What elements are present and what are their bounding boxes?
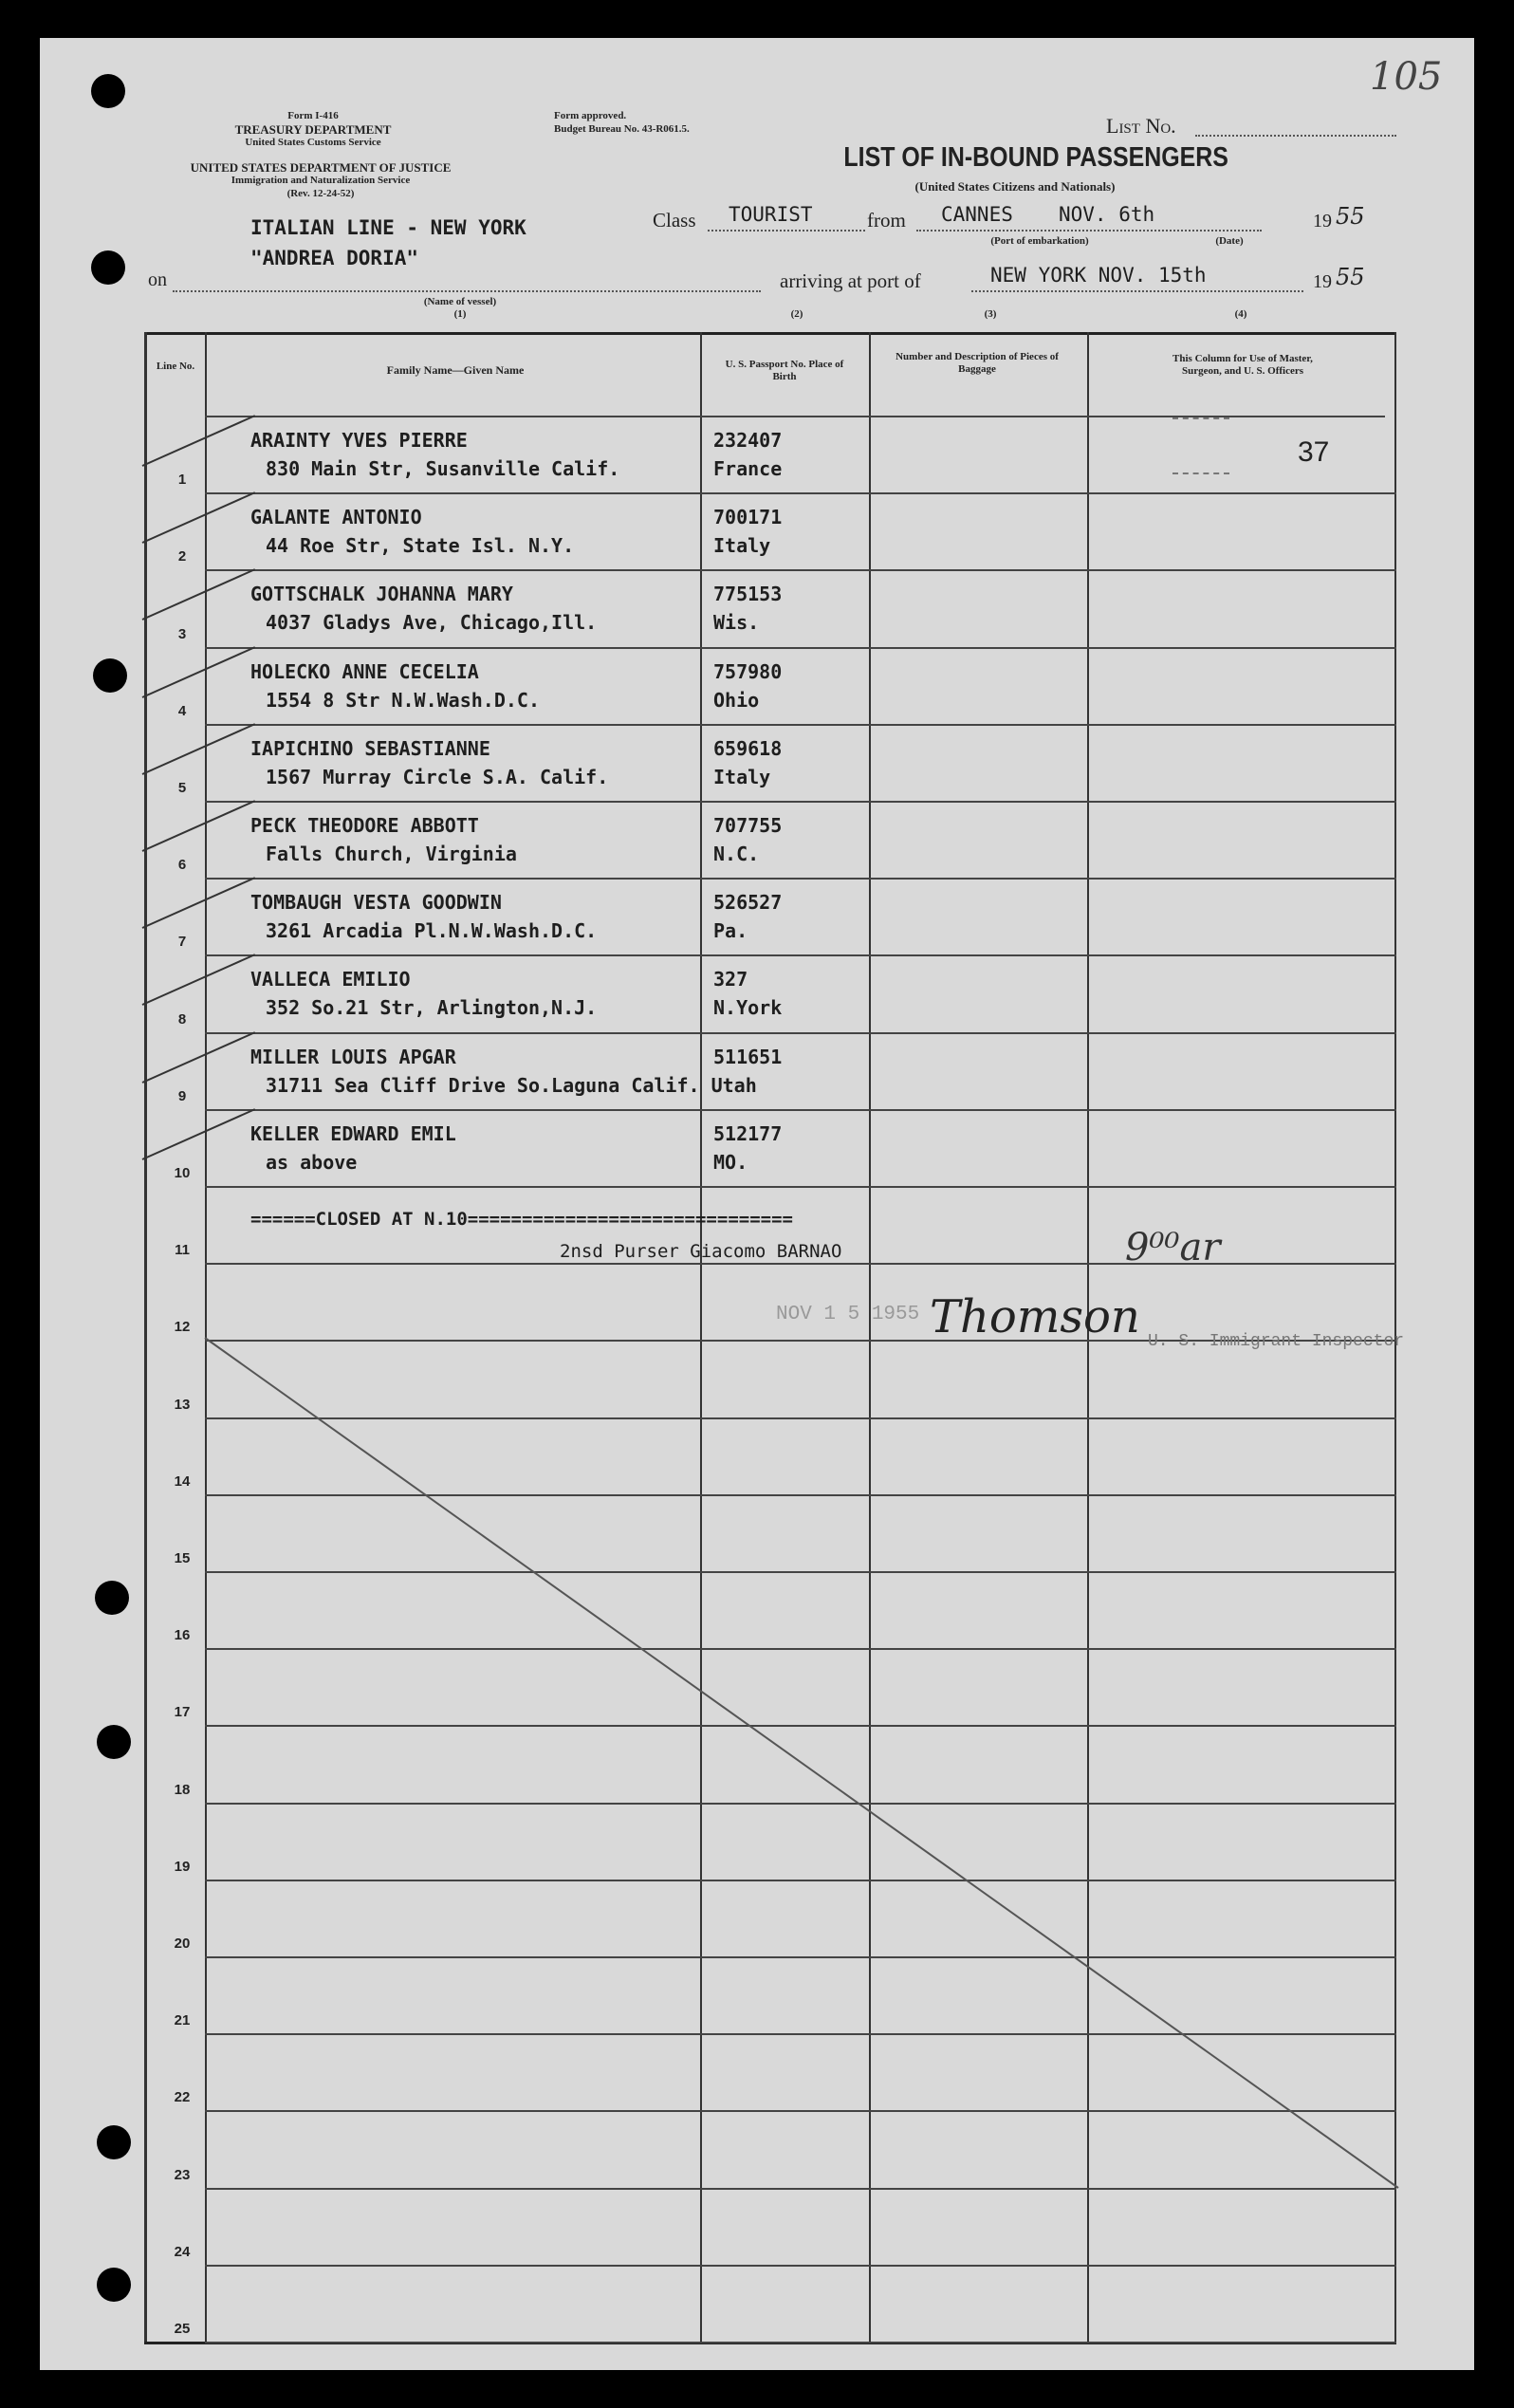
passenger-name: PECK THEODORE ABBOTT <box>250 814 479 837</box>
arrival-year-value: 55 <box>1336 264 1365 290</box>
line-number: 23 <box>174 2167 191 2183</box>
initials: 9⁰⁰ar <box>1125 1226 1221 1269</box>
passport-number: 526527 <box>713 891 783 914</box>
arriving-label: arriving at port of <box>780 269 921 292</box>
line-number: 24 <box>174 2244 191 2260</box>
birthplace: France <box>713 457 783 480</box>
passenger-name: ARAINTY YVES PIERRE <box>250 429 468 452</box>
line-number: 5 <box>177 780 187 796</box>
year-value: 55 <box>1336 203 1365 230</box>
inspector-signature: Thomson <box>930 1290 1140 1343</box>
col-num-3: (3) <box>984 308 997 320</box>
passenger-address: 1554 8 Str N.W.Wash.D.C. <box>266 689 540 712</box>
from-label: from <box>867 209 906 232</box>
birthplace: MO. <box>713 1151 748 1174</box>
passenger-address: Falls Church, Virginia <box>266 843 517 865</box>
line-name: ITALIAN LINE - NEW YORK <box>250 216 526 239</box>
port-caption: (Port of embarkation) <box>990 235 1089 247</box>
col-header-line-no: Line No. <box>156 361 195 372</box>
passenger-name: MILLER LOUIS APGAR <box>250 1046 456 1068</box>
class-value: TOURIST <box>729 203 813 226</box>
line-number: 16 <box>174 1627 191 1643</box>
passenger-address: 830 Main Str, Susanville Calif. <box>266 457 620 480</box>
on-label: on <box>148 269 167 290</box>
passport-number: 659618 <box>713 737 783 760</box>
form-title: LIST OF IN-BOUND PASSENGERS <box>843 142 1228 173</box>
passenger-address: 4037 Gladys Ave, Chicago,Ill. <box>266 611 598 634</box>
col-header-passport: U. S. Passport No. Place of Birth <box>725 359 844 382</box>
line-number: 21 <box>174 2012 191 2028</box>
line-number: 13 <box>174 1397 191 1413</box>
line-number: 18 <box>174 1782 191 1798</box>
justice-dept: UNITED STATES DEPARTMENT OF JUSTICE <box>190 160 452 175</box>
form-number: Form I-416 <box>287 110 339 121</box>
inspector-title: U. S. Immigrant Inspector <box>1148 1332 1405 1351</box>
customs-service: United States Customs Service <box>245 137 381 148</box>
line-number: 12 <box>174 1319 191 1335</box>
treasury-dept: TREASURY DEPARTMENT <box>234 122 392 137</box>
embark-date: NOV. 6th <box>1059 203 1155 226</box>
line-number: 14 <box>174 1473 191 1490</box>
passenger-name: IAPICHINO SEBASTIANNE <box>250 737 490 760</box>
birthplace: Ohio <box>713 689 760 712</box>
form-subtitle: (United States Citizens and Nationals) <box>914 179 1116 194</box>
embark-port: CANNES <box>941 203 1013 226</box>
line-number: 3 <box>177 626 187 642</box>
date-stamp: NOV 1 5 1955 <box>776 1304 920 1325</box>
arrival-year-prefix: 19 <box>1313 271 1332 292</box>
passport-number: 775153 <box>713 583 783 605</box>
birthplace: N.C. <box>713 843 760 865</box>
passenger-name: VALLECA EMILIO <box>250 968 411 991</box>
passport-number: 700171 <box>713 506 783 528</box>
birthplace: Wis. <box>713 611 760 634</box>
line-number: 7 <box>177 934 187 950</box>
line-number: 15 <box>174 1550 191 1566</box>
class-label: Class <box>653 209 696 232</box>
passport-number: 512177 <box>713 1122 783 1145</box>
passport-number: 511651 <box>713 1046 783 1068</box>
vessel-name: "ANDREA DORIA" <box>250 247 419 269</box>
arrival-port-date: NEW YORK NOV. 15th <box>990 264 1207 287</box>
col-num-2: (2) <box>790 308 803 320</box>
purser-name: 2nsd Purser Giacomo BARNAO <box>560 1241 842 1262</box>
line-number: 20 <box>174 1936 191 1952</box>
line-number: 22 <box>174 2089 191 2105</box>
passenger-address: 352 So.21 Str, Arlington,N.J. <box>266 996 598 1019</box>
date-caption: (Date) <box>1215 235 1244 247</box>
revision-date: (Rev. 12-24-52) <box>286 188 355 199</box>
col-num-4: (4) <box>1234 308 1247 320</box>
page-number: 105 <box>1370 55 1443 99</box>
passenger-address: 44 Roe Str, State Isl. N.Y. <box>266 534 575 557</box>
passenger-address: 1567 Murray Circle S.A. Calif. <box>266 766 609 788</box>
line-number: 8 <box>177 1011 187 1028</box>
budget-bureau: Budget Bureau No. 43-R061.5. <box>554 123 690 135</box>
birthplace: Italy <box>713 534 771 557</box>
passenger-address: 3261 Arcadia Pl.N.W.Wash.D.C. <box>266 919 598 942</box>
line-number: 10 <box>174 1165 191 1181</box>
passenger-name: HOLECKO ANNE CECELIA <box>250 660 479 683</box>
passenger-name: TOMBAUGH VESTA GOODWIN <box>250 891 502 914</box>
line-number: 19 <box>174 1859 191 1875</box>
year-prefix: 19 <box>1313 211 1332 232</box>
line-number: 1 <box>177 472 187 488</box>
line-number: 25 <box>174 2321 191 2337</box>
col-header-baggage: Number and Description of Pieces of Baggage <box>895 351 1059 375</box>
birthplace: Italy <box>713 766 771 788</box>
birthplace: Pa. <box>713 919 748 942</box>
passenger-name: KELLER EDWARD EMIL <box>250 1122 456 1145</box>
line-number: 17 <box>174 1704 191 1720</box>
list-number-label: List No. <box>1106 114 1176 138</box>
passenger-address: 31711 Sea Cliff Drive So.Laguna Calif. Utah <box>266 1074 757 1097</box>
passenger-name: GOTTSCHALK JOHANNA MARY <box>250 583 513 605</box>
line-number: 2 <box>177 548 187 565</box>
birthplace: N.York <box>713 996 783 1019</box>
line-number: 6 <box>177 857 187 873</box>
vessel-caption-num: (1) <box>453 308 467 320</box>
line-number: 11 <box>175 1242 190 1258</box>
passport-number: 707755 <box>713 814 783 837</box>
passport-number: 757980 <box>713 660 783 683</box>
closed-note: ======CLOSED AT N.10============================== <box>250 1209 793 1230</box>
line-number: 9 <box>177 1088 187 1104</box>
col-header-officers: This Column for Use of Master, Surgeon, and U. S. Officers <box>1172 353 1313 377</box>
vessel-caption: (Name of vessel) <box>423 296 497 307</box>
passenger-name: GALANTE ANTONIO <box>250 506 422 528</box>
form-approved: Form approved. <box>554 110 627 121</box>
passport-number: 327 <box>713 968 748 991</box>
passenger-address: as above <box>266 1151 358 1174</box>
passport-number: 232407 <box>713 429 783 452</box>
col-header-name: Family Name—Given Name <box>386 363 525 377</box>
line-number: 4 <box>177 703 187 719</box>
officer-note: 37 <box>1298 436 1330 468</box>
immigration-service: Immigration and Naturalization Service <box>231 175 411 186</box>
